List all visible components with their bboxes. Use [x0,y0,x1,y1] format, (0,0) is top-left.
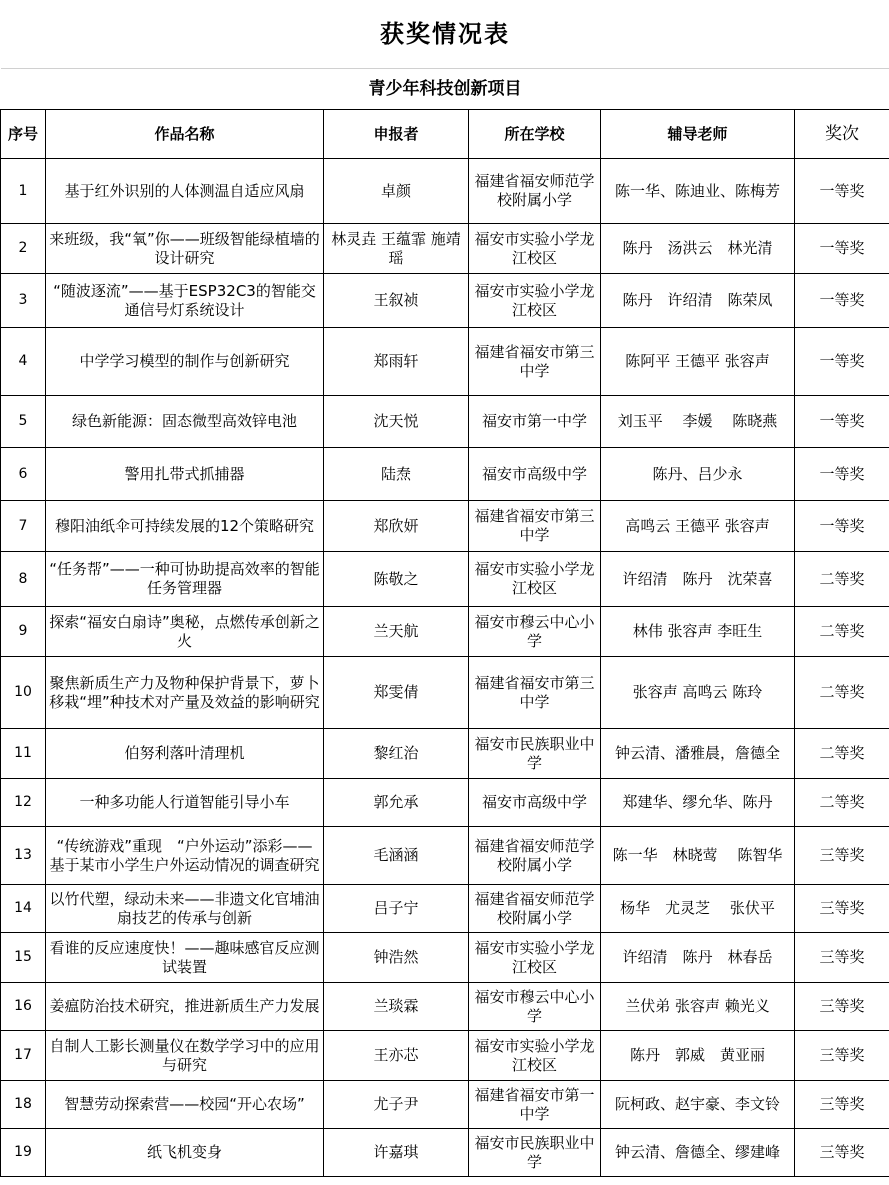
col-header-award: 奖次 [795,110,889,159]
table-row [1,552,889,607]
school-cell: 福建省福安师范学校附属小学 [469,159,601,224]
applicant-cell: 沈天悦 [324,396,469,448]
work-name-cell: 聚焦新质生产力及物种保护背景下，萝卜移栽“埋”种技术对产量及效益的影响研究 [46,657,324,729]
award-cell: 二等奖 [795,657,889,729]
award-cell: 二等奖 [795,779,889,827]
applicant-cell: 王亦芯 [324,1031,469,1081]
applicant-cell: 兰琰霖 [324,983,469,1031]
advisors-cell: 钟云清、潘雅晨，詹德全 [601,729,795,779]
row-number-cell: 12 [1,779,46,827]
advisors-cell: 杨华 尤灵芝 张伏平 [601,885,795,933]
advisors-cell: 许绍清 陈丹 沈荣喜 [601,552,795,607]
table-row [1,1081,889,1129]
work-name-cell: 智慧劳动探索营——校园“开心农场” [46,1081,324,1129]
advisors-cell: 刘玉平 李媛 陈晓燕 [601,396,795,448]
row-number-cell: 3 [1,274,46,328]
work-name-cell: 绿色新能源：固态微型高效锌电池 [46,396,324,448]
award-cell: 一等奖 [795,501,889,552]
award-cell: 三等奖 [795,885,889,933]
school-cell: 福安市民族职业中学 [469,1129,601,1177]
table-row [1,657,889,729]
applicant-cell: 郑欣妍 [324,501,469,552]
table-row [1,729,889,779]
col-header-advisors: 辅导老师 [601,110,795,159]
row-number-cell: 5 [1,396,46,448]
school-cell: 福安市实验小学龙江校区 [469,552,601,607]
table-row [1,159,889,224]
work-name-cell: 自制人工影长测量仪在数学学习中的应用与研究 [46,1031,324,1081]
applicant-cell: 吕子宁 [324,885,469,933]
row-number-cell: 6 [1,448,46,501]
school-cell: 福安市高级中学 [469,448,601,501]
advisors-cell: 钟云清、詹德全、缪建峰 [601,1129,795,1177]
award-cell: 三等奖 [795,1081,889,1129]
row-number-cell: 9 [1,607,46,657]
row-number-cell: 16 [1,983,46,1031]
table-row [1,983,889,1031]
school-cell: 福安市实验小学龙江校区 [469,1031,601,1081]
advisors-cell: 许绍清 陈丹 林春岳 [601,933,795,983]
school-cell: 福安市实验小学龙江校区 [469,933,601,983]
award-cell: 三等奖 [795,933,889,983]
advisors-cell: 陈丹、吕少永 [601,448,795,501]
award-cell: 二等奖 [795,729,889,779]
table-row [1,885,889,933]
applicant-cell: 郑雨轩 [324,328,469,396]
award-cell: 二等奖 [795,607,889,657]
school-cell: 福安市穆云中心小学 [469,983,601,1031]
school-cell: 福安市高级中学 [469,779,601,827]
row-number-cell: 10 [1,657,46,729]
award-cell: 三等奖 [795,1031,889,1081]
work-name-cell: 以竹代塑，绿动未来——非遗文化官埔油扇技艺的传承与创新 [46,885,324,933]
school-cell: 福建省福安师范学校附属小学 [469,827,601,885]
row-number-cell: 13 [1,827,46,885]
award-cell: 三等奖 [795,827,889,885]
table-row [1,1129,889,1177]
award-cell: 一等奖 [795,224,889,274]
row-number-cell: 14 [1,885,46,933]
table-row [1,328,889,396]
advisors-cell: 陈丹 汤洪云 林光清 [601,224,795,274]
col-header-work-name: 作品名称 [46,110,324,159]
table-row [1,933,889,983]
applicant-cell: 毛涵涵 [324,827,469,885]
advisors-cell: 陈丹 郭威 黄亚丽 [601,1031,795,1081]
work-name-cell: 中学学习模型的制作与创新研究 [46,328,324,396]
school-cell: 福安市穆云中心小学 [469,607,601,657]
advisors-cell: 阮柯政、赵宇豪、李文铃 [601,1081,795,1129]
table-title: 获奖情况表 [1,0,889,69]
table-row [1,448,889,501]
row-number-cell: 4 [1,328,46,396]
award-cell: 一等奖 [795,448,889,501]
advisors-cell: 陈一华、陈迪业、陈梅芳 [601,159,795,224]
work-name-cell: 穆阳油纸伞可持续发展的12个策略研究 [46,501,324,552]
work-name-cell: 看谁的反应速度快！——趣味感官反应测试装置 [46,933,324,983]
row-number-cell: 8 [1,552,46,607]
work-name-cell: “传统游戏”重现 “户外运动”添彩——基于某市小学生户外运动情况的调查研究 [46,827,324,885]
table-row [1,396,889,448]
row-number-cell: 2 [1,224,46,274]
applicant-cell: 黎红治 [324,729,469,779]
work-name-cell: 探索“福安白扇诗”奥秘，点燃传承创新之火 [46,607,324,657]
applicant-cell: 钟浩然 [324,933,469,983]
advisors-cell: 林伟 张容声 李旺生 [601,607,795,657]
work-name-cell: 一种多功能人行道智能引导小车 [46,779,324,827]
applicant-cell: 郑雯倩 [324,657,469,729]
table-row [1,224,889,274]
applicant-cell: 许嘉琪 [324,1129,469,1177]
applicant-cell: 兰天航 [324,607,469,657]
school-cell: 福安市实验小学龙江校区 [469,224,601,274]
advisors-cell: 陈阿平 王德平 张容声 [601,328,795,396]
advisors-cell: 高鸣云 王德平 张容声 [601,501,795,552]
header-row [1,110,889,159]
applicant-cell: 陈敬之 [324,552,469,607]
school-cell: 福建省福安市第三中学 [469,657,601,729]
applicant-cell: 林灵垚 王蕴霏 施靖瑶 [324,224,469,274]
award-cell: 一等奖 [795,159,889,224]
table-row [1,501,889,552]
table-row [1,1031,889,1081]
table-subtitle: 青少年科技创新项目 [1,69,889,110]
award-cell: 二等奖 [795,552,889,607]
col-header-school: 所在学校 [469,110,601,159]
col-header-applicant: 申报者 [324,110,469,159]
award-cell: 一等奖 [795,396,889,448]
col-header-number: 序号 [1,110,46,159]
row-number-cell: 11 [1,729,46,779]
work-name-cell: 警用扎带式抓捕器 [46,448,324,501]
school-cell: 福建省福安市第三中学 [469,328,601,396]
applicant-cell: 尤子尹 [324,1081,469,1129]
advisors-cell: 兰伏弟 张容声 赖光义 [601,983,795,1031]
school-cell: 福建省福安师范学校附属小学 [469,885,601,933]
row-number-cell: 17 [1,1031,46,1081]
school-cell: 福安市民族职业中学 [469,729,601,779]
advisors-cell: 郑建华、缪允华、陈丹 [601,779,795,827]
school-cell: 福建省福安市第三中学 [469,501,601,552]
work-name-cell: “任务帮”——一种可协助提高效率的智能任务管理器 [46,552,324,607]
school-cell: 福安市实验小学龙江校区 [469,274,601,328]
work-name-cell: 姜瘟防治技术研究，推进新质生产力发展 [46,983,324,1031]
work-name-cell: 基于红外识别的人体测温自适应风扇 [46,159,324,224]
table-row [1,779,889,827]
row-number-cell: 19 [1,1129,46,1177]
applicant-cell: 王叙祯 [324,274,469,328]
work-name-cell: 伯努利落叶清理机 [46,729,324,779]
table-row [1,274,889,328]
table-row [1,607,889,657]
work-name-cell: 纸飞机变身 [46,1129,324,1177]
school-cell: 福建省福安市第一中学 [469,1081,601,1129]
award-cell: 一等奖 [795,328,889,396]
table-row [1,827,889,885]
row-number-cell: 15 [1,933,46,983]
row-number-cell: 7 [1,501,46,552]
award-cell: 三等奖 [795,983,889,1031]
work-name-cell: “随波逐流”——基于ESP32C3的智能交通信号灯系统设计 [46,274,324,328]
advisors-cell: 陈丹 许绍清 陈荣凤 [601,274,795,328]
applicant-cell: 郭允承 [324,779,469,827]
row-number-cell: 1 [1,159,46,224]
row-number-cell: 18 [1,1081,46,1129]
applicant-cell: 卓颜 [324,159,469,224]
work-name-cell: 来班级，我“氧”你——班级智能绿植墙的设计研究 [46,224,324,274]
advisors-cell: 张容声 高鸣云 陈玲 [601,657,795,729]
award-cell: 三等奖 [795,1129,889,1177]
school-cell: 福安市第一中学 [469,396,601,448]
award-cell: 一等奖 [795,274,889,328]
applicant-cell: 陆焘 [324,448,469,501]
advisors-cell: 陈一华 林晓莺 陈智华 [601,827,795,885]
